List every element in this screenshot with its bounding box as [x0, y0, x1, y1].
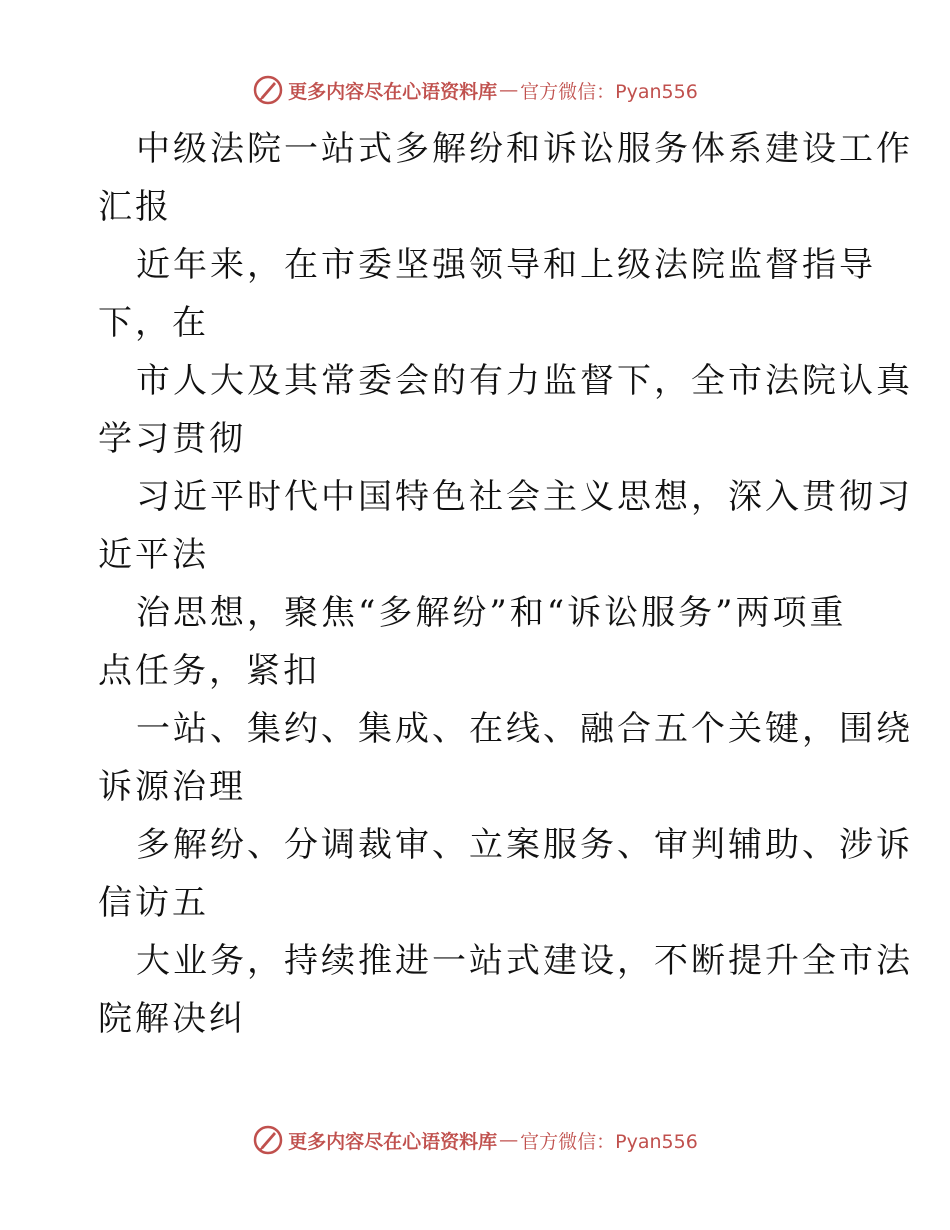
paragraph-line: 信访五 — [98, 883, 209, 923]
paragraph-line: 学习贯彻 — [98, 419, 246, 459]
quill-logo-icon — [252, 74, 284, 106]
watermark-dash: — — [499, 1129, 519, 1151]
paragraph-4 — [98, 468, 913, 584]
watermark-dash: — — [499, 79, 519, 101]
paragraph-8 — [98, 932, 913, 1048]
paragraph-line: 下，在 — [98, 303, 209, 343]
paragraph-line: 诉源治理 — [98, 767, 246, 807]
paragraph-line: 多解纷、分调裁审、立案服务、审判辅助、涉诉 — [136, 825, 913, 865]
document-body — [98, 120, 913, 1048]
paragraph-line: 治思想，聚焦“多解纷”和“诉讼服务”两项重 — [136, 593, 847, 633]
paragraph-5 — [98, 584, 858, 700]
paragraph-line: 汇报 — [98, 187, 172, 227]
paragraph-line: 习近平时代中国特色社会主义思想，深入贯彻习 — [136, 477, 913, 517]
paragraph-line: 点任务，紧扣 — [98, 651, 320, 691]
header-watermark — [0, 70, 950, 110]
paragraph-line: 近平法 — [98, 535, 209, 575]
paragraph-line: 大业务，持续推进一站式建设，不断提升全市法 — [136, 941, 913, 981]
watermark-wechat: 官方微信：Pyan556 — [520, 1130, 698, 1153]
quill-logo-icon — [252, 1124, 284, 1156]
paragraph-7 — [98, 816, 913, 932]
watermark-brand: 更多内容尽在心语资料库 — [288, 80, 498, 103]
watermark-brand: 更多内容尽在心语资料库 — [288, 1130, 498, 1153]
paragraph-line: 中级法院一站式多解纷和诉讼服务体系建设工作 — [136, 129, 913, 169]
paragraph-line: 市人大及其常委会的有力监督下，全市法院认真 — [136, 361, 913, 401]
watermark-wechat: 官方微信：Pyan556 — [520, 80, 698, 103]
paragraph-6 — [98, 700, 913, 816]
footer-watermark — [0, 1120, 950, 1160]
paragraph-1 — [98, 120, 913, 236]
paragraph-line: 近年来，在市委坚强领导和上级法院监督指导 — [136, 245, 876, 285]
paragraph-line: 一站、集约、集成、在线、融合五个关键，围绕 — [136, 709, 913, 749]
paragraph-3 — [98, 352, 913, 468]
paragraph-2 — [98, 236, 876, 352]
paragraph-line: 院解决纠 — [98, 999, 246, 1039]
